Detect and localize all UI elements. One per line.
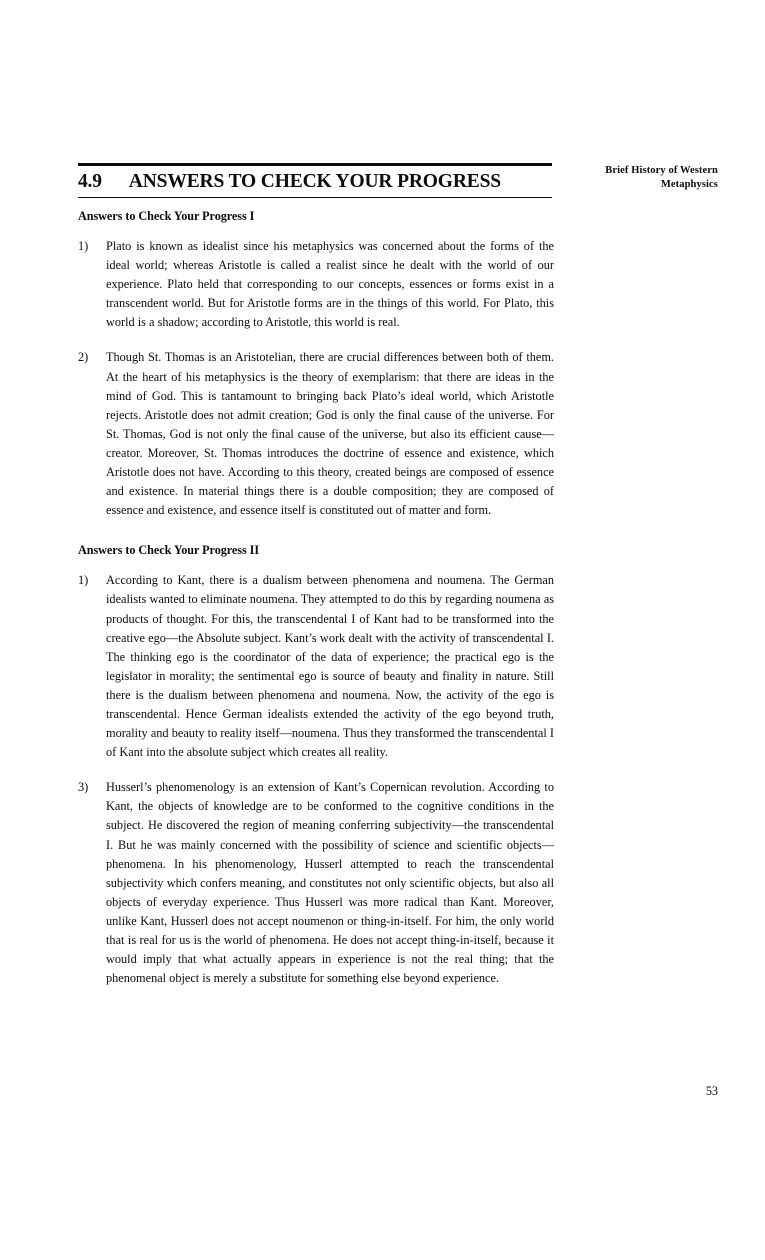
answer-number: 1) <box>78 573 89 588</box>
answer-text: Though St. Thomas is an Aristotelian, there are crucial differences between both of them. At the heart of his metaphysics is the theory of exemplarism: that there are ideas in the mind of God. This is tantamount to bringing back Plato’s ideal world, which Aristotle rejects. Aristotle does not admit creation; God is only the final cause of the universe. For St. Thomas, God is not only the final cause of the universe, but also its efficient cause—creator. Moreover, St. Thomas introduces the doctrine of essence and existence, which Aristotle does not have. According to this theory, created beings are composed of essence and existence. In material things there is a double composition; they are composed of essence and existence, and essence itself is constituted out of matter and form. <box>106 350 554 518</box>
answer-text: Plato is known as idealist since his metaphysics was concerned about the forms of the ideal world; whereas Aristotle is called a realist since he dealt with the world of our experience. Plato held that corresponding to our concepts, essences or forms exist in a transcendent world. But for Aristotle forms are in the things of this world. For Plato, this world is a shadow; according to Aristotle, this world is real. <box>106 239 554 330</box>
section-heading-row <box>78 166 552 197</box>
answer-number: 2) <box>78 350 89 365</box>
answer-text: Husserl’s phenomenology is an extension of Kant’s Copernican revolution. According to Kant, the objects of knowledge are to be conformed to the cognitive conditions in the subject. He discovered the region of meaning conferring subjectivity—the transcendental I. But he was mainly concerned with the possibility of science and scientific objects— phenomena. In his phenomenology, Husserl attempted to reach the transcendental subjectivity which confers meaning, and constitutes not only scientific objects, but also all objects of everyday experience. Thus Husserl was more radical than Kant. Moreover, unlike Kant, Husserl does not accept noumenon or thing-in-itself. For him, the only world that is real for us is the world of phenomena. He does not accept thing-in-itself, because it would imply that what actually appears in experience is not the real thing; that the phenomenal object is merely a substitute for something else beyond experience. <box>106 780 554 986</box>
heading-rule-bottom <box>78 197 552 198</box>
running-head-line-1: Brief History of Western <box>605 165 718 176</box>
section-number: 4.9 <box>78 170 102 192</box>
answer-item <box>78 571 554 762</box>
answer-item <box>78 348 554 520</box>
section-heading-block <box>78 163 552 198</box>
answer-number: 1) <box>78 239 89 253</box>
answer-item <box>78 237 554 332</box>
subheading-progress-one: Answers to Check Your Progress I <box>78 209 255 223</box>
running-head-line-2: Metaphysics <box>660 178 718 190</box>
page-number: 53 <box>705 1084 718 1098</box>
section-title: ANSWERS TO CHECK YOUR PROGRESS <box>128 170 501 192</box>
answer-number: 3) <box>78 780 89 795</box>
answer-item <box>78 778 554 988</box>
subheading-progress-two: Answers to Check Your Progress II <box>78 543 260 558</box>
answer-text: According to Kant, there is a dualism between phenomena and noumena. The German idealists wanted to eliminate noumena. They attempted to do this by regarding noumena as products of thought. For this, the transcendental I of Kant had to be transformed into the creative ego—the Absolute subject. Kant’s work dealt with the activity of transcendental I. The thinking ego is the coordinator of the data of experience; the practical ego is the legislator in morality; the sentimental ego is source of beauty and finality in nature. Still there is the dualism between phenomena and noumena. Now, the activity of the ego is transcendental. Hence German idealists extended the activity of the ego beyond truth, morality and beauty to reality itself—noumena. Thus they transformed the transcendental I of Kant into the absolute subject which creates all reality. <box>106 573 554 760</box>
body-column <box>78 209 554 1004</box>
running-head <box>566 164 718 191</box>
